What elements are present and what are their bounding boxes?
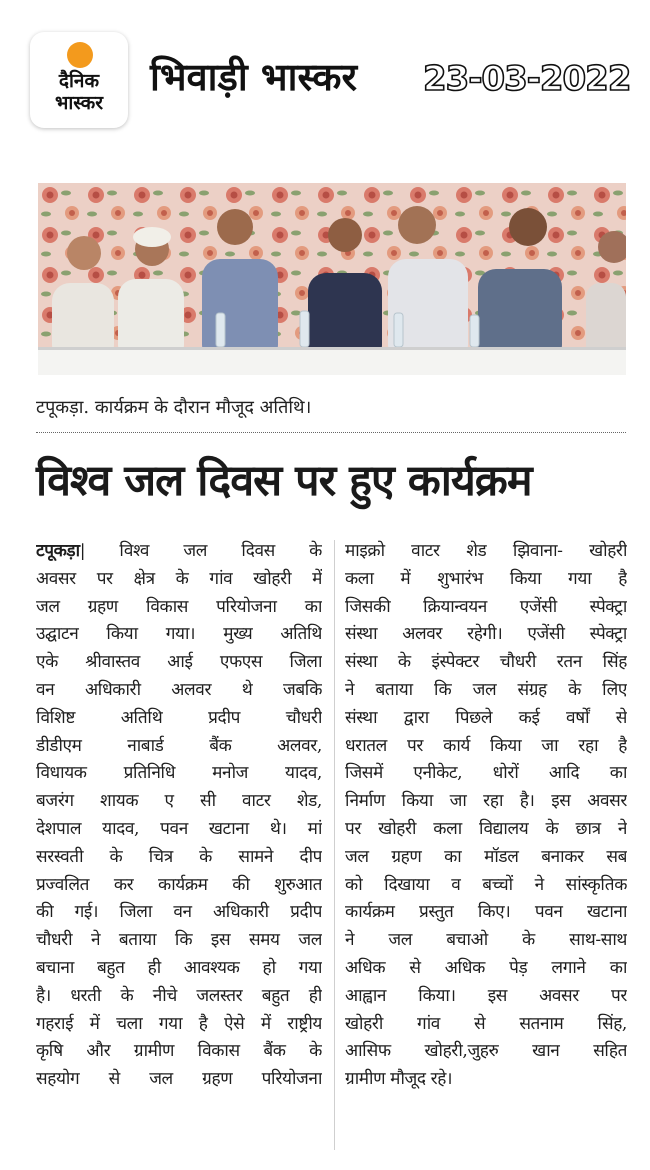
- caption-divider: [36, 432, 626, 433]
- article-line: आसिफ खोहरी,जुहरु खान सहित: [345, 1041, 627, 1062]
- article-line: ग्रामीण मौजूद रहे।: [345, 1069, 453, 1090]
- article-line: डीडीएम नाबार्ड बैंक अलवर,: [36, 735, 322, 756]
- logo-sun-icon: [67, 42, 93, 68]
- article-line: ने जल बचाओ के साथ-साथ: [345, 930, 627, 951]
- article-line: खोहरी गांव से सतनाम सिंह,: [345, 1013, 627, 1034]
- article-line: धरातल पर कार्य किया जा रहा है: [345, 735, 627, 756]
- article-line: जल ग्रहण विकास परियोजना का: [36, 596, 322, 617]
- article-line: सहयोग से जल ग्रहण परियोजना: [36, 1069, 322, 1090]
- article-line: ने बताया कि जल संग्रह के लिए: [345, 679, 627, 700]
- article-line: विशिष्ट अतिथि प्रदीप चौधरी: [36, 707, 322, 728]
- article-line: पर खोहरी कला विद्यालय के छात्र ने: [345, 818, 627, 839]
- article-headline: विश्व जल दिवस पर हुए कार्यक्रम: [36, 456, 532, 506]
- logo-text-line2: भास्कर: [54, 92, 104, 114]
- article-line: अवसर पर क्षेत्र के गांव खोहरी में: [36, 568, 322, 589]
- article-line: प्रज्वलित कर कार्यक्रम की शुरुआत: [36, 874, 322, 895]
- edition-title: भिवाड़ी भास्कर: [150, 55, 357, 99]
- article-column-left: [36, 538, 322, 1094]
- article-dateline: टपूकड़ा: [36, 541, 80, 561]
- dainik-bhaskar-logo: [30, 32, 128, 128]
- event-photo: [38, 183, 626, 375]
- article-line: जिसकी क्रियान्वयन एजेंसी स्पेक्ट्रा: [345, 596, 627, 617]
- article-line: जल ग्रहण का मॉडल बनाकर सब: [345, 846, 627, 867]
- article-column-right: [345, 538, 627, 1094]
- edition-date: 23-03-2022: [423, 59, 631, 99]
- article-line: कला में शुभारंभ किया गया है: [345, 568, 627, 589]
- page-header: [0, 0, 650, 150]
- article-line: को दिखाया व बच्चों ने सांस्कृतिक: [345, 874, 627, 895]
- event-photo-image: [38, 183, 626, 375]
- column-divider: [334, 540, 335, 1150]
- article-line: टपूकड़ा| विश्व जल दिवस के: [36, 541, 322, 561]
- article-line: निर्माण किया जा रहा है। इस अवसर: [345, 791, 627, 812]
- article-line: बजरंग शायक ए सी वाटर शेड,: [36, 791, 322, 812]
- article-line: सरस्वती के चित्र के सामने दीप: [36, 846, 322, 867]
- article-line: देशपाल यादव, पवन खटाना थे। मां: [36, 818, 322, 839]
- article-line: गहराई में चला गया है ऐसे में राष्ट्रीय: [36, 1013, 322, 1034]
- article-line: माइक्रो वाटर शेड झिवाना- खोहरी: [345, 541, 627, 561]
- article-line: संस्था के इंस्पेक्टर चौधरी रतन सिंह: [345, 652, 627, 673]
- logo-text-line1: दैनिक: [58, 70, 100, 92]
- article-line: अधिक से अधिक पेड़ लगाने का: [345, 957, 627, 978]
- article-line: कृषि और ग्रामीण विकास बैंक के: [36, 1041, 322, 1062]
- article-line: कार्यक्रम प्रस्तुत किए। पवन खटाना: [345, 902, 627, 923]
- article-line: विधायक प्रतिनिधि मनोज यादव,: [36, 763, 322, 784]
- article-line: संस्था अलवर रहेगी। एजेंसी स्पेक्ट्रा: [345, 624, 627, 645]
- article-line: बचाना बहुत ही आवश्यक हो गया: [36, 957, 322, 978]
- article-line: संस्था द्वारा पिछले कई वर्षों से: [345, 707, 627, 728]
- article-line: वन अधिकारी अलवर थे जबकि: [36, 679, 322, 700]
- article-line: है। धरती के नीचे जलस्तर बहुत ही: [36, 985, 322, 1006]
- photo-caption: टपूकड़ा. कार्यक्रम के दौरान मौजूद अतिथि।: [36, 397, 312, 418]
- article-line: एके श्रीवास्तव आई एफएस जिला: [36, 652, 322, 673]
- article-line: जिसमें एनीकेट, धोरों आदि का: [345, 763, 627, 784]
- article-line: उद्घाटन किया गया। मुख्य अतिथि: [36, 624, 322, 645]
- article-line: आह्वान किया। इस अवसर पर: [345, 985, 627, 1006]
- article-line: की गई। जिला वन अधिकारी प्रदीप: [36, 902, 322, 923]
- article-line: चौधरी ने बताया कि इस समय जल: [36, 930, 322, 951]
